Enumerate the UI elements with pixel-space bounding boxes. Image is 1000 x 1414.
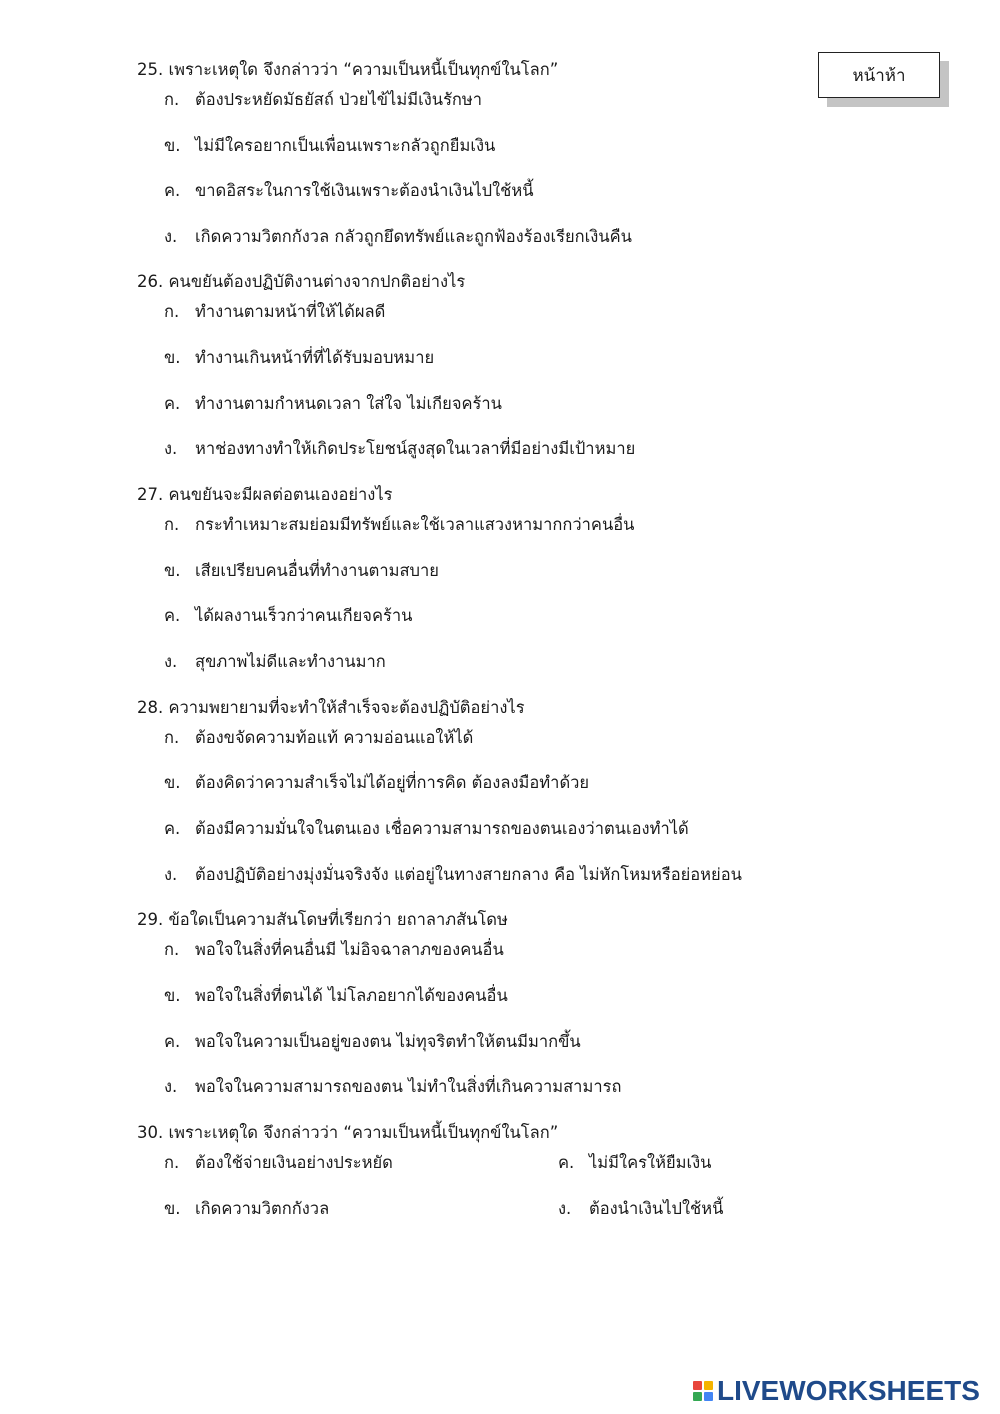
q25-option-d[interactable]: ง. เกิดความวิตกกังวล กลัวถูกยึดทรัพย์และถูกฟ้องร้องเรียกเงินคืน: [164, 227, 632, 246]
q29-option-d[interactable]: ง. พอใจในความสามารถของตน ไม่ทำในสิ่งที่เกินความสามารถ: [164, 1077, 622, 1096]
q30-option-d[interactable]: ง. ต้องนำเงินไปใช้หนี้: [558, 1199, 724, 1218]
q28-option-c[interactable]: ค. ต้องมีความมั่นใจในตนเอง เชื่อความสามารถของตนเองว่าตนเองทำได้: [164, 819, 689, 838]
q27-option-c[interactable]: ค. ได้ผลงานเร็วกว่าคนเกียจคร้าน: [164, 606, 413, 625]
question-27: 27. คนขยันจะมีผลต่อตนเองอย่างไร: [137, 485, 393, 504]
q28-option-a[interactable]: ก. ต้องขจัดความท้อแท้ ความอ่อนแอให้ได้: [164, 728, 474, 747]
q25-option-c[interactable]: ค. ขาดอิสระในการใช้เงินเพราะต้องนำเงินไปใช้หนี้: [164, 181, 534, 200]
q29-option-b[interactable]: ข. พอใจในสิ่งที่ตนได้ ไม่โลภอยากได้ของคนอื่น: [164, 986, 508, 1005]
q29-option-a[interactable]: ก. พอใจในสิ่งที่คนอื่นมี ไม่อิจฉาลาภของคนอื่น: [164, 940, 504, 959]
q26-option-a[interactable]: ก. ทำงานตามหน้าที่ให้ได้ผลดี: [164, 302, 386, 321]
page-label: หน้าห้า: [852, 65, 906, 86]
q30-option-b[interactable]: ข. เกิดความวิตกกังวล: [164, 1199, 330, 1218]
question-30: 30. เพราะเหตุใด จึงกล่าวว่า “ความเป็นหนี้เป็นทุกข์ในโลก”: [137, 1123, 559, 1142]
question-25: 25. เพราะเหตุใด จึงกล่าวว่า “ความเป็นหนี้เป็นทุกข์ในโลก”: [137, 60, 559, 79]
page-label-box: [818, 52, 940, 98]
liveworksheets-logo: [693, 1374, 980, 1408]
watermark-text: LIVEWORKSHEETS: [717, 1375, 980, 1406]
q26-option-d[interactable]: ง. หาช่องทางทำให้เกิดประโยชน์สูงสุดในเวลาที่มีอย่างมีเป้าหมาย: [164, 439, 636, 458]
q27-option-a[interactable]: ก. กระทำเหมาะสมย่อมมีทรัพย์และใช้เวลาแสวงหามากกว่าคนอื่น: [164, 515, 635, 534]
q26-option-c[interactable]: ค. ทำงานตามกำหนดเวลา ใส่ใจ ไม่เกียจคร้าน: [164, 394, 502, 413]
q29-option-c[interactable]: ค. พอใจในความเป็นอยู่ของตน ไม่ทุจริตทำให้ตนมีมากขึ้น: [164, 1032, 581, 1051]
q25-option-a[interactable]: ก. ต้องประหยัดมัธยัสถ์ ป่วยไข้ไม่มีเงินรักษา: [164, 90, 483, 109]
q27-option-b[interactable]: ข. เสียเปรียบคนอื่นที่ทำงานตามสบาย: [164, 561, 439, 580]
q25-option-b[interactable]: ข. ไม่มีใครอยากเป็นเพื่อนเพราะกลัวถูกยืมเงิน: [164, 136, 496, 155]
q28-option-d[interactable]: ง. ต้องปฏิบัติอย่างมุ่งมั่นจริงจัง แต่อยู่ในทางสายกลาง คือ ไม่หักโหมหรือย่อหย่อน: [164, 865, 742, 884]
question-26: 26. คนขยันต้องปฏิบัติงานต่างจากปกติอย่างไร: [137, 272, 466, 291]
q30-option-c[interactable]: ค. ไม่มีใครให้ยืมเงิน: [558, 1153, 712, 1172]
q30-option-a[interactable]: ก. ต้องใช้จ่ายเงินอย่างประหยัด: [164, 1153, 393, 1172]
q28-option-b[interactable]: ข. ต้องคิดว่าความสำเร็จไม่ได้อยู่ที่การคิด ต้องลงมือทำด้วย: [164, 773, 590, 792]
logo-squares-icon: [693, 1381, 713, 1401]
q26-option-b[interactable]: ข. ทำงานเกินหน้าที่ที่ได้รับมอบหมาย: [164, 348, 435, 367]
question-28: 28. ความพยายามที่จะทำให้สำเร็จจะต้องปฏิบัติอย่างไร: [137, 698, 525, 717]
q27-option-d[interactable]: ง. สุขภาพไม่ดีและทำงานมาก: [164, 652, 386, 671]
question-29: 29. ข้อใดเป็นความสันโดษที่เรียกว่า ยถาลาภสันโดษ: [137, 910, 508, 929]
